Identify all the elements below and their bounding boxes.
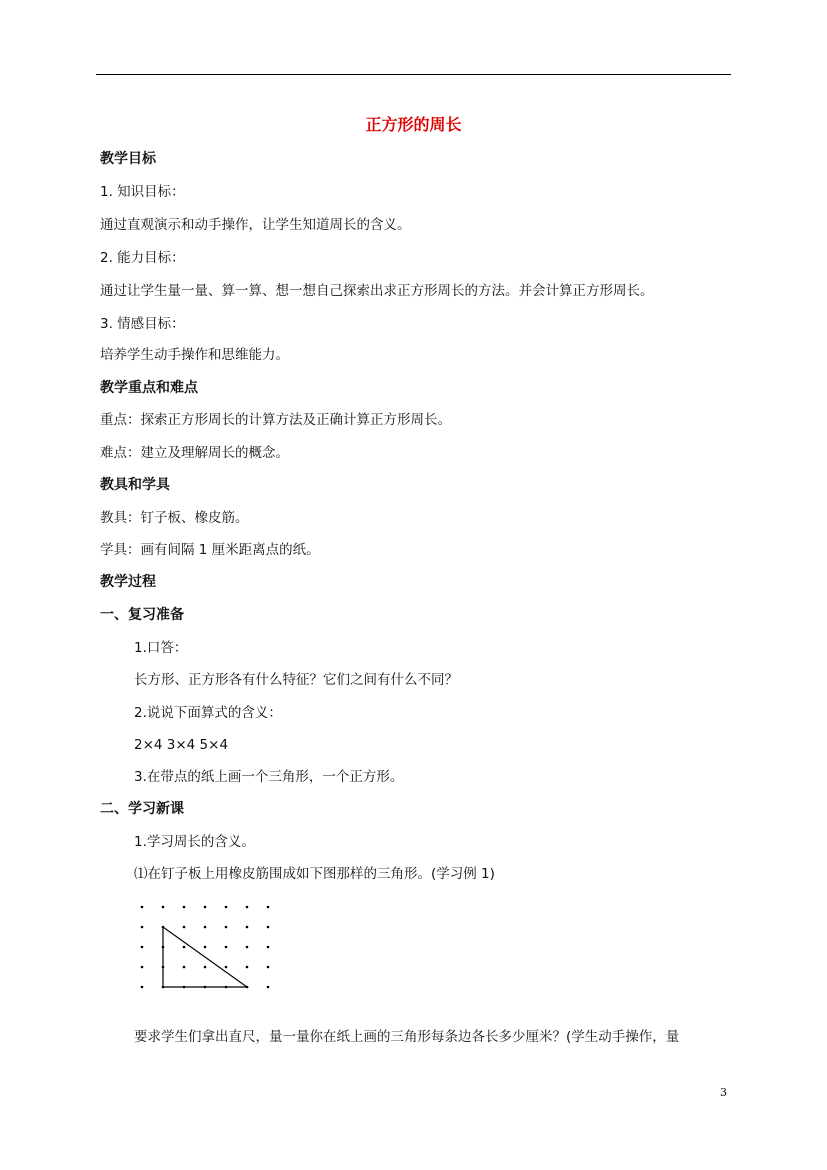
review-heading: 一、复习准备: [100, 607, 184, 623]
peg-dot: [141, 906, 144, 909]
peg-dot: [267, 946, 270, 949]
peg-dot: [225, 926, 228, 929]
review-item-1: 1.口答：: [134, 640, 188, 656]
triangle-shape: [163, 927, 247, 987]
peg-dot: [204, 926, 207, 929]
page-title: 正方形的周长: [365, 115, 462, 134]
peg-dot: [225, 906, 228, 909]
peg-dot: [267, 926, 270, 929]
review-item-2-text: 2×4 3×4 5×4: [134, 737, 229, 753]
peg-dot: [246, 906, 249, 909]
objectives-heading: 教学目标: [100, 151, 156, 167]
new-lesson-heading: 二、学习新课: [100, 801, 184, 817]
pegboard-figure: [136, 899, 276, 1011]
peg-dot: [246, 926, 249, 929]
peg-dot: [225, 966, 228, 969]
peg-dot: [204, 966, 207, 969]
emotion-label: 3. 情感目标：: [100, 316, 185, 332]
peg-dot: [183, 926, 186, 929]
new-lesson-item-1-sub: ⑴在钉子板上用橡皮筋围成如下图那样的三角形。(学习例 1): [134, 866, 495, 882]
peg-dot: [267, 966, 270, 969]
peg-dot: [141, 926, 144, 929]
teacher-tools: 教具：钉子板、橡皮筋。: [100, 510, 249, 526]
peg-dot: [267, 906, 270, 909]
ability-text: 通过让学生量一量、算一算、想一想自己探索出求正方形周长的方法。并会计算正方形周长。: [100, 283, 654, 299]
knowledge-label: 1. 知识目标：: [100, 184, 185, 200]
review-item-1-text: 长方形、正方形各有什么特征？它们之间有什么不同？: [134, 672, 458, 688]
peg-dot: [246, 966, 249, 969]
peg-dot: [141, 946, 144, 949]
peg-dot: [141, 966, 144, 969]
instruction-text: 要求学生们拿出直尺，量一量你在纸上画的三角形每条边各长多少厘米？(学生动手操作，量: [134, 1029, 680, 1045]
peg-dot: [267, 986, 270, 989]
emotion-text: 培养学生动手操作和思维能力。: [100, 347, 289, 363]
ability-label: 2. 能力目标：: [100, 250, 185, 266]
peg-dot: [204, 906, 207, 909]
peg-dot: [141, 986, 144, 989]
student-tools: 学具：画有间隔 1 厘米距离点的纸。: [100, 542, 320, 558]
peg-dot: [204, 946, 207, 949]
peg-dot: [225, 946, 228, 949]
peg-dot: [183, 946, 186, 949]
peg-dot: [246, 946, 249, 949]
tools-heading: 教具和学具: [100, 477, 170, 493]
process-heading: 教学过程: [100, 574, 156, 590]
review-item-2: 2.说说下面算式的含义：: [134, 705, 282, 721]
peg-dot: [183, 966, 186, 969]
header-rule: [96, 74, 731, 75]
focus-text: 重点：探索正方形周长的计算方法及正确计算正方形周长。: [100, 412, 451, 428]
key-points-heading: 教学重点和难点: [100, 380, 198, 396]
knowledge-text: 通过直观演示和动手操作，让学生知道周长的含义。: [100, 217, 411, 233]
difficulty-text: 难点：建立及理解周长的概念。: [100, 445, 289, 461]
page-number: 3: [720, 1086, 727, 1099]
review-item-3: 3.在带点的纸上画一个三角形，一个正方形。: [134, 769, 404, 785]
peg-dot: [183, 906, 186, 909]
new-lesson-item-1: 1.学习周长的含义。: [134, 834, 255, 850]
peg-dot: [162, 906, 165, 909]
